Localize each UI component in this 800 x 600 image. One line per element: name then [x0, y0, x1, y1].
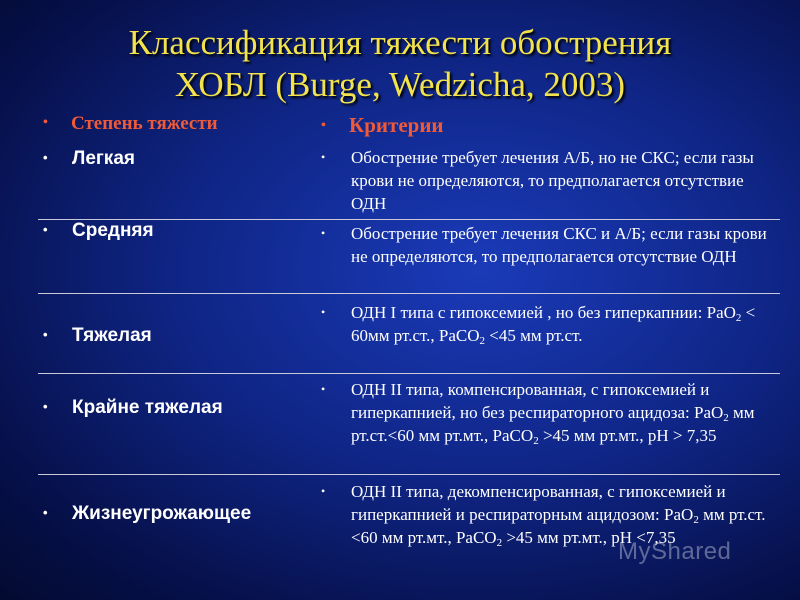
bullet-icon: •	[321, 305, 326, 319]
criteria-very-severe	[321, 378, 771, 447]
severity-label: Легкая	[72, 148, 135, 169]
bullet-icon: •	[43, 115, 48, 130]
severity-very-severe	[43, 397, 223, 419]
criteria-text: ОДН II типа, компенсированная, с гипоксемией и гиперкапнией, но без респираторного ацидоза: PaO$_2$ мм рт.ст.<60 мм рт.мт., PaCO$_2$ >45 мм рт.мт., pH > 7,35	[351, 380, 755, 447]
severity-label: Тяжелая	[72, 325, 152, 346]
severity-moderate	[43, 220, 154, 242]
bullet-icon: •	[43, 399, 48, 414]
row-divider	[38, 474, 780, 475]
criteria-moderate	[321, 222, 771, 268]
slide-title	[0, 22, 800, 106]
severity-severe	[43, 325, 152, 347]
criteria-mild	[321, 146, 771, 215]
criteria-severe	[321, 301, 771, 347]
criteria-text: ОДН I типа с гипоксемией , но без гиперкапнии: PaO$_2$ < 60мм рт.ст., PaCO$_2$ <45 мм рт.ст.	[351, 303, 756, 347]
column-header-severity	[43, 113, 218, 135]
column-header-criteria	[321, 113, 444, 138]
criteria-text: Обострение требует лечения СКС и А/Б; если газы крови не определяются, то предполагается отсутствие ОДН	[351, 224, 767, 266]
title-line-2: ХОБЛ (Burge, Wedzicha, 2003)	[174, 65, 626, 104]
bullet-icon: •	[43, 505, 48, 520]
severity-label: Крайне тяжелая	[72, 397, 223, 418]
bullet-icon: •	[321, 484, 326, 498]
header-severity-label: Степень тяжести	[71, 113, 218, 134]
header-criteria-label: Критерии	[349, 113, 444, 137]
bullet-icon: •	[43, 327, 48, 342]
row-divider	[38, 373, 780, 374]
severity-label: Средняя	[72, 220, 154, 241]
watermark: MyShared	[618, 538, 732, 565]
bullet-icon: •	[43, 150, 48, 165]
severity-life-threatening	[43, 503, 251, 525]
title-line-1: Классификация тяжести обострения	[128, 23, 672, 62]
bullet-icon: •	[321, 150, 326, 164]
bullet-icon: •	[321, 382, 326, 396]
severity-label: Жизнеугрожающее	[72, 503, 252, 524]
criteria-text: ОДН II типа, декомпенсированная, с гипоксемией и гиперкапнией и респираторным ацидозом: PaO$_2$ мм рт.ст.<60 мм рт.мт., PaCO$_2$ >45 мм рт.мт., pH <7,35	[351, 482, 766, 549]
row-divider	[38, 293, 780, 294]
bullet-icon: •	[321, 118, 326, 133]
bullet-icon: •	[321, 226, 326, 240]
severity-mild	[43, 148, 135, 170]
criteria-text: Обострение требует лечения А/Б, но не СКС; если газы крови не определяются, то предполагается отсутствие ОДН	[351, 148, 754, 213]
bullet-icon: •	[43, 222, 48, 237]
